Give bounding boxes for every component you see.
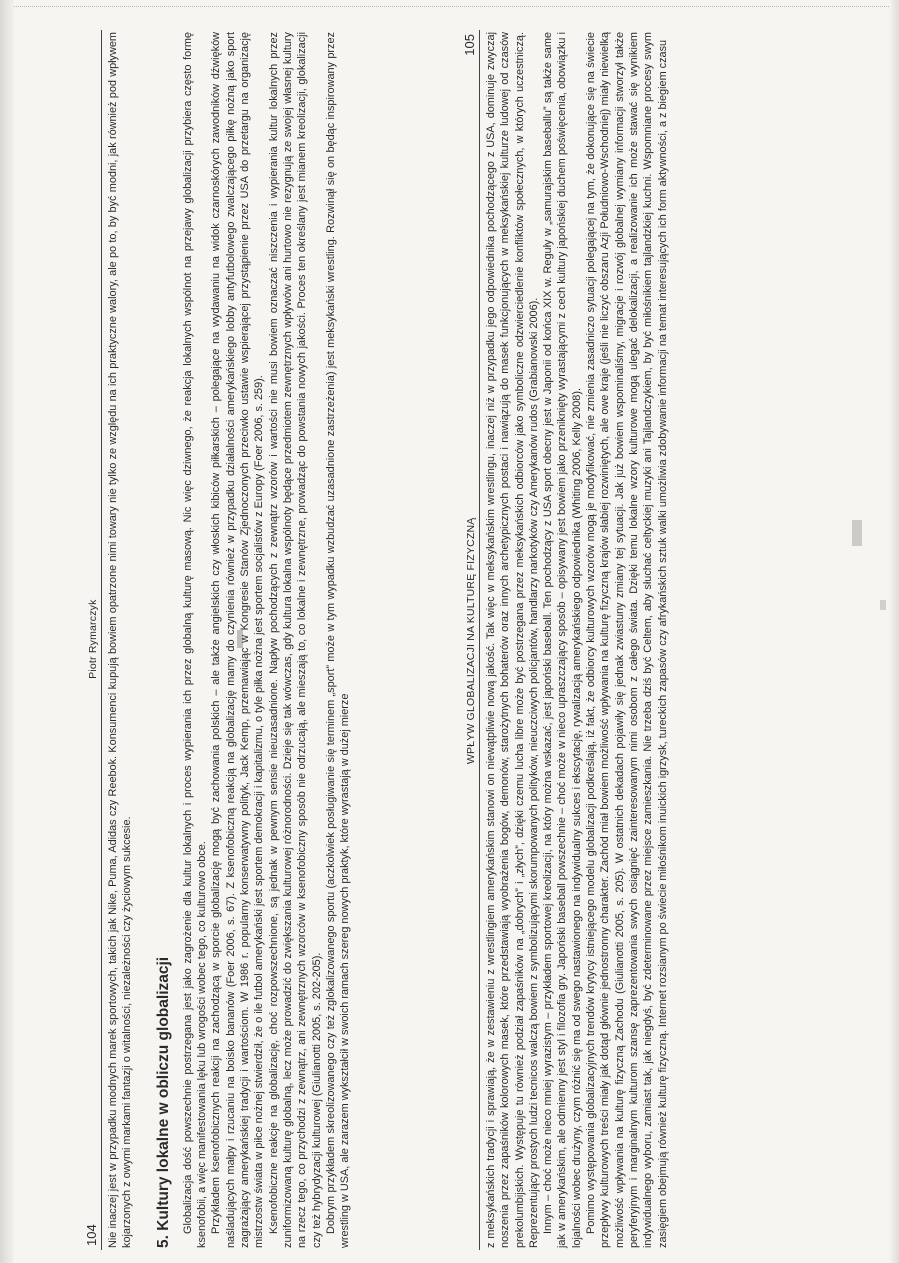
left-running-title: Piotr Rymarczyk [87,599,99,679]
left-running-head [84,30,102,1250]
right-running-head [462,30,480,1250]
left-paragraph-3: Ksenofobiczne reakcje na globalizację, choć rozpowszechnione, są jednak w pewnym sensie nieuzasadnione. Napływ pochodzących z zewnątrz wzorów i wartości nie musi bowiem oznaczać niszczenia i wypierania kultur lokalnych przez zuniformizowaną kulturę globalną, lecz może prowadzić do zwiększania kulturowej różnorodności. Dzieje się tak wówczas, gdy kultura lokalna wspólnoty będące przedmiotem zewnętrznych wpływów ani hurtowo nie rezygnują ze swojej własnej kultury na rzecz tego, co przychodzi z zewnątrz, ani zewnętrznych wzorców w ksenofobiczny sposób nie odrzucają, ale mieszają to, co lokalne i zewnętrzne, prowadząc do powstania nowych jakości. Proces ten określany jest mianem kreolizacji, glokalizacji czy też hybrydyzacji kulturowej (Giulianotti 2005, s. 202-205). [267,32,323,1248]
right-page [462,30,830,1250]
left-page [84,30,448,1250]
left-paragraph-2: Przykładem ksenofobicznych reakcji na zachodzącą w sporcie globalizację mogą być zachowania polskich – ale także angielskich czy włoskich kibiców piłkarskich – polegające na wydawaniu na widok czarnoskórych zawodników dźwięków naśladujących małpy i rzucaniu na boisko bananów (Foer 2006, s. 67). Z ksenofobiczną reakcją na globalizację mamy do czynienia również w przypadku działalności amerykańskiego lobby antyfutbolowego zwalczającego piłkę nożną jako sport zagrażający amerykańskiej tradycji i wartościom. W 1986 r. popularny konserwatywny polityk, Jack Kemp, przemawiając w Kongresie Stanów Zjednoczonych przeciwko ustawie wspierającej przystąpienie przez USA do przetargu na organizację mistrzostw świata w piłce nożnej stwierdził, że o ile futbol amerykański jest sportem demokracji i kapitalizmu, o tyle piłka nożna jest sportem socjalistów z Europy (Foer 2006, s. 259). [210,32,266,1248]
section-heading: 5. Kultury lokalne w obliczu globalizacji [154,956,172,1248]
right-text-body [484,30,670,1250]
left-text-body [106,30,352,1250]
right-paragraph-1: z meksykańskich tradycji i sprawiają, że w zestawieniu z wrestlingiem amerykańskim stanowi on niewątpliwie nową jakość. Tak więc w meksykańskim wrestlingu, inaczej niż w przypadku jego odpowiednika pochodzącego z USA, dominuje zwyczaj noszenia przez zapaśników kolorowych masek, które przedstawiają wyobrażenia bogów, demonów, starożytnych bohaterów oraz innych archetypicznych postaci i nawiązują do masek funkcjonujących w meksykańskiej kulturze ludowej od czasów prekolumbijskich. Występuje tu również podział zapaśników na „dobrych” i „złych”, dzięki czemu lucha libre może być postrzegana przez meksykańskich odbiorców jako symboliczne odzwierciedlenie konfliktów społecznych, w których uczestniczą. Reprezentujący prostych ludzi tecnicos walczą bowiem z symbolizującymi skorumpowanych polityków, nieuczciwych policjantów, handlarzy narkotyków czy Amerykanów rudos (Grabianowski 2006). [485,32,540,1248]
scan-artifact-mark [852,520,862,546]
intro-paragraph: Nie inaczej jest w przypadku modnych marek sportowych, takich jak Nike, Puma, Adidas czy Reebok. Konsumenci kupują bowiem opatrzone nimi towary nie tylko ze względu na ich praktyczne walory, ale po to, by być modni, jak również pod wpływem kojarzonych z owymi markami fantazji o witalności, niezależności czy życiowym sukcesie. [107,32,134,1248]
scan-border-line [14,6,889,8]
scan-edge-left [0,0,14,1263]
left-paragraph-1: Globalizacja dość powszechnie postrzegana jest jako zagrożenie dla kultur lokalnych i proces wypierania ich przez globalną kulturę masową. Nic więc dziwnego, że reakcja lokalnych wspólnot na przejawy globalizacji przybiera często formę ksenofobii, a więc manifestowania lęku lub wrogości wobec tego, co kulturowo obce. [181,32,209,1248]
right-paragraph-3: Pomimo występowania globalizacyjnych trendów krytycy istniejącego modelu globalizacji podkreślają, iż fakt, że odbiorcy kulturowych wzorów mogą je modyfikować, nie zmienia zasadniczo sytuacji polegającej na tym, że dokonujące się na świecie przepływy kulturowych treści miały jak dotąd głównie jednostronny charakter. Zachód miał bowiem możliwość wpływania na kulturę fizyczną krajów słabiej rozwiniętych, ale owe kraje (jeśli nie liczyć obszaru Azji Południowo-Wschodniej) miały niewielką możliwość wpływania na kulturę fizyczną Zachodu (Giulianotti 2005, s. 205). W ostatnich dekadach pojawiły się jednak zwiastuny zmiany tej sytuacji. Jak już bowiem wspominaliśmy, migracje i rozwój globalnej wymiany informacji stworzył także peryferyjnym i marginalnym kulturom szansę zaprezentowania swych osiągnięć zainteresowanym nimi osobom z całego świata. Dzięki temu lokalne wzory kulturowe mogą ulegać delokalizacji, a realizowanie ich może stawać się wynikiem indywidualnego wyboru, zamiast tak, jak niegdyś, być zdeterminowane przez miejsce zamieszkania. Nie trzeba dziś być Celtem, aby słuchać celtyckiej muzyki ani Tajlandczykiem, by być miłośnikiem tajlandzkiej kuchni. Wspomniane procesy swym zasięgiem obejmują również kulturę fizyczną. Internet rozsianym po świecie miłośnikom inuickich igrzysk, tureckich zapasów czy afrykańskich sztuk walki umożliwia zdobywanie informacji na temat interesujących ich form aktywności, a z biegiem czasu [585,32,669,1248]
scan-edge-right [889,0,899,1263]
left-page-number: 104 [84,1224,99,1246]
scan-artifact-mark [880,600,886,610]
right-page-number: 105 [462,34,477,56]
right-paragraph-2: Innym – choć może nieco mniej wyrazistym – przykładem sportowej kreolizacji, na który można wskazać, jest japoński baseball. Ten pochodzący z USA sport obecny jest w Japonii od końca XIX w. Reguły w „samurajskim baseballu” są także same jak w amerykańskim, ale odmienny jest styl i filozofia gry. Japoński baseball powszechnie – choć może w nieco upraszczający sposób – opisywany jest bowiem jako przeniknięty wyrastającymi z cech kultury japońskiej duchem poświęcenia, obowiązku i lojalności wobec drużyny, czym różnić się ma od swego nastawionego na indywidualny sukces i ekscytację, rywalizacją amerykańskiego odpowiednika (Whiting 2006, Kelly 2008). [542,32,583,1248]
right-running-title: WPŁYW GLOBALIZACJI NA KULTURĘ FIZYCZNĄ [465,517,477,765]
left-paragraph-4: Dobrym przykładem skreolizowanego czy też zglokalizowanego sportu (aczkolwiek posługiwanie się terminem „sport” może w tym wypadku wzbudzać uzasadnione zastrzeżenia) jest meksykański wrestling. Rozwinął się on będąc inspirowany przez wrestling w USA, ale zarazem wykształcił w swoich ramach szereg nowych praktyk, które wyrastają w dużej mierze [324,32,352,1248]
